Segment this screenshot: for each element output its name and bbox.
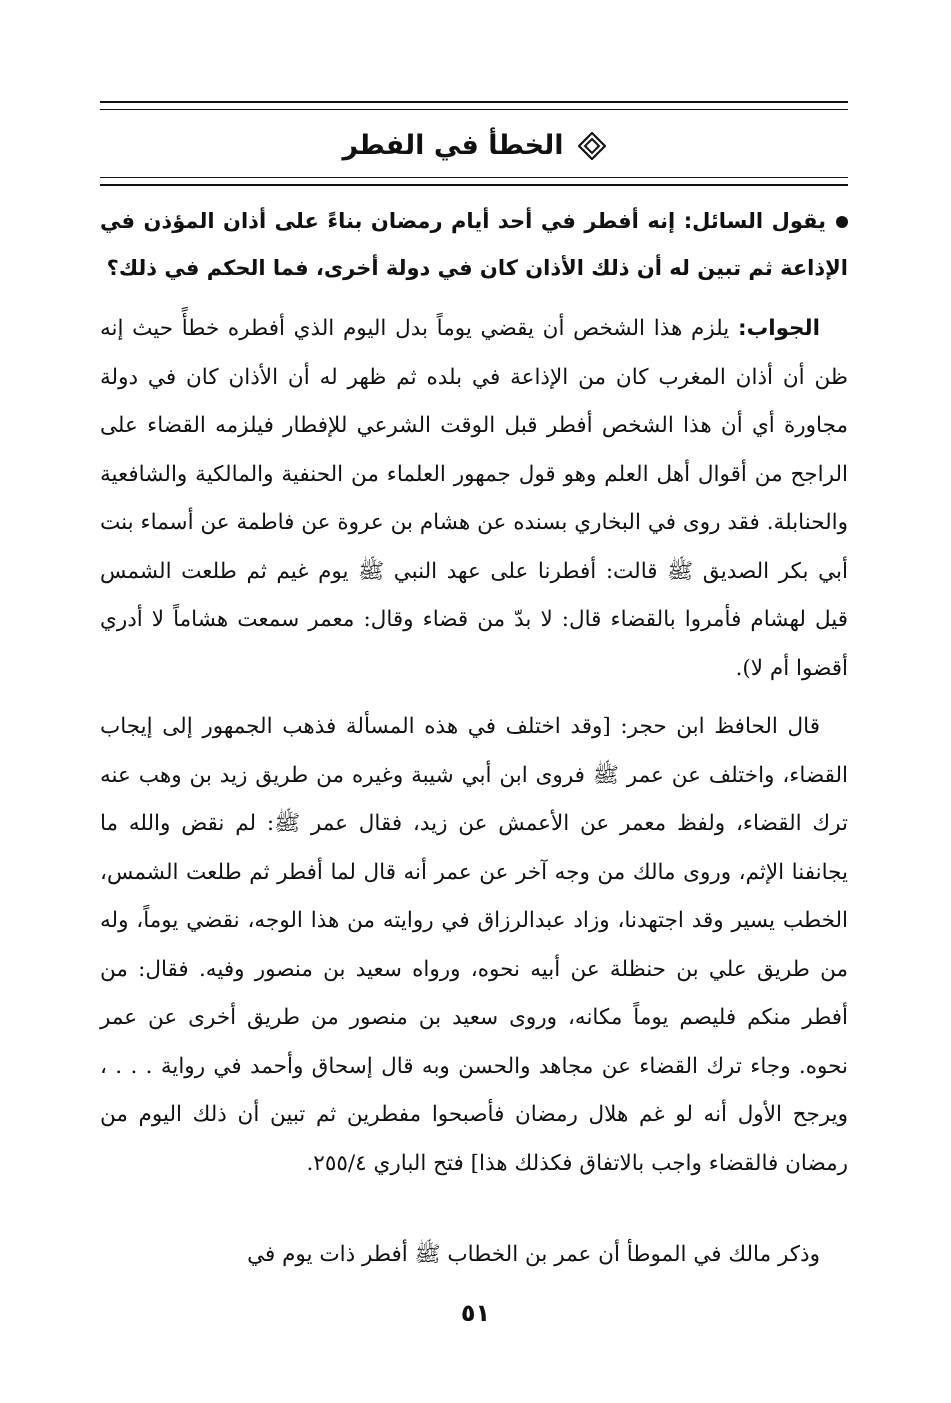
diamond-ornament-icon <box>578 132 606 160</box>
header-top-rule-thin <box>100 109 848 110</box>
question-paragraph <box>100 198 848 292</box>
answer-text: يلزم هذا الشخص أن يقضي يوماً بدل اليوم الذي أفطره خطأً حيث إنه ظن أن أذان المغرب كان من الإذاعة في بلده ثم ظهر له أن الأذان كان في دولة مجاورة أي أن هذا الشخص أفطر قبل الوقت الشرعي للإفطار فيلزمه القضاء على الراجح من أقوال أهل العلم وهو قول جمهور العلماء من الحنفية والمالكية والشافعية والحنابلة. فقد روى في البخاري بسنده عن هشام بن عروة عن فاطمة عن أسماء بنت أبي بكر الصديق ﷺ قالت: أفطرنا على عهد النبي ﷺ يوم غيم ثم طلعت الشمس قيل لهشام فأمروا بالقضاء قال: لا بدّ من قضاء وقال: معمر سمعت هشاماً لا أدري أقضوا أم لا). <box>100 316 848 681</box>
chapter-heading <box>100 124 848 168</box>
page-number: ٥١ <box>460 1299 491 1327</box>
answer-paragraph <box>100 305 848 693</box>
answer-label: الجواب: <box>738 316 820 341</box>
closing-text: وذكر مالك في الموطأ أن عمر بن الخطاب ﷺ أفطر ذات يوم في <box>247 1242 820 1267</box>
question-text: يقول السائل: إنه أفطر في أحد أيام رمضان بناءً على أذان المؤذن في الإذاعة ثم تبين له أن ذلك الأذان كان في دولة أخرى، فما الحكم في ذلك؟ <box>100 209 848 280</box>
header-bottom-rule-thin <box>100 177 848 178</box>
header-top-rule <box>100 101 848 103</box>
bullet-icon <box>836 216 848 228</box>
closing-paragraph <box>100 1231 848 1279</box>
chapter-title: الخطأ في الفطر <box>342 130 564 161</box>
header-bottom-rule <box>100 184 848 186</box>
quote-paragraph <box>100 703 848 1188</box>
quote-text: قال الحافظ ابن حجر: [وقد اختلف في هذه المسألة فذهب الجمهور إلى إيجاب القضاء، واختلف عن عمر ﷺ فروى ابن أبي شيبة وغيره من طريق زيد بن وهب عنه ترك القضاء، ولفظ معمر عن الأعمش عن زيد، فقال عمر ﷺ: لم نقض والله ما يجانفنا الإثم، وروى مالك من وجه آخر عن عمر أنه قال لما أفطر ثم طلعت الشمس، الخطب يسير وقد اجتهدنا، وزاد عبدالرزاق في روايته من هذا الوجه، نقضي يوماً، وله من طريق علي بن حنظلة عن أبيه نحوه، ورواه سعيد بن منصور وفيه. فقال: من أفطر منكم فليصم يوماً مكانه، وروى سعيد بن منصور من طريق أخرى عن عمر نحوه. وجاء ترك القضاء عن مجاهد والحسن وبه قال إسحاق وأحمد في رواية . . . ، ويرجح الأول أنه لو غم هلال رمضان فأصبحوا مفطرين ثم تبين أن ذلك اليوم من رمضان فالقضاء واجب بالاتفاق فكذلك هذا] فتح الباري ٢٥٥/٤. <box>100 714 848 1176</box>
